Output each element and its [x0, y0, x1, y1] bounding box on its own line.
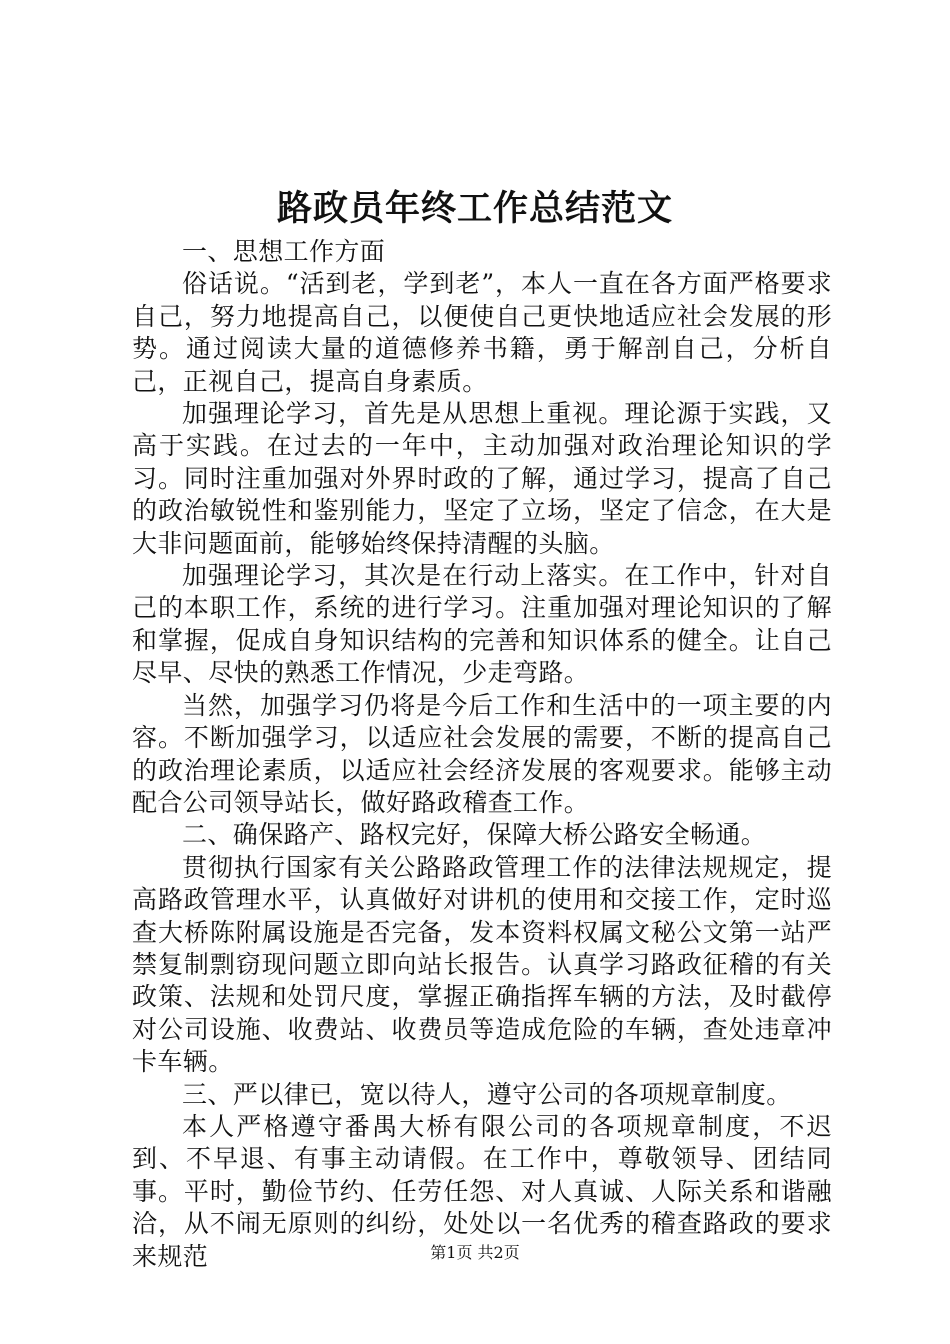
document-body — [132, 236, 832, 1273]
page-number-footer: 第1页 共2页 — [430, 1243, 520, 1262]
paragraph: 本人严格遵守番禺大桥有限公司的各项规章制度，不迟到、不早退、有事主动请假。在工作中，尊敬领导、团结同事。平时，勤俭节约、任劳任怨、对人真诚、人际关系和谐融洽，从不闹无原则的纠纷，处处以一名优秀的稽查路政的要求来规范 — [132, 1111, 832, 1271]
paragraph: 加强理论学习，首先是从思想上重视。理论源于实践，又高于实践。在过去的一年中，主动加强对政治理论知识的学习。同时注重加强对外界时政的了解，通过学习，提高了自己的政治敏锐性和鉴别能力，坚定了立场，坚定了信念，在大是大非问题面前，能够始终保持清醒的头脑。 — [132, 399, 832, 558]
section-heading-2: 二、确保路产、路权完好，保障大桥公路安全畅通。 — [182, 820, 767, 850]
document-title: 路政员年终工作总结范文 — [276, 188, 673, 229]
section-heading-3: 三、严以律已，宽以待人，遵守公司的各项规章制度。 — [182, 1079, 792, 1109]
paragraph: 加强理论学习，其次是在行动上落实。在工作中，针对自己的本职工作，系统的进行学习。注重加强对理论知识的了解和掌握，促成自身知识结构的完善和知识体系的健全。让自己尽早、尽快的熟悉工作情况，少走弯路。 — [132, 561, 832, 688]
section-heading-1: 一、思想工作方面 — [182, 237, 386, 266]
paragraph: 当然，加强学习仍将是今后工作和生活中的一项主要的内容。不断加强学习，以适应社会发展的需要，不断的提高自己的政治理论素质，以适应社会经济发展的客观要求。能够主动配合公司领导站长，做好路政稽查工作。 — [132, 690, 832, 817]
paragraph: 俗话说。“活到老，学到老”，本人一直在各方面严格要求自己，努力地提高自己，以便使自己更快地适应社会发展的形势。通过阅读大量的道德修养书籍，勇于解剖自己，分析自己，正视自己，提高自身素质。 — [132, 269, 832, 396]
paragraph: 贯彻执行国家有关公路路政管理工作的法律法规规定，提高路政管理水平，认真做好对讲机的使用和交接工作，定时巡查大桥陈附属设施是否完备，发本资料权属文秘公文第一站严禁复制剽窃现问题立即向站长报告。认真学习路政征稽的有关政策、法规和处罚尺度，掌握正确指挥车辆的方法，及时截停对公司设施、收费站、收费员等造成危险的车辆，查处违章冲卡车辆。 — [132, 852, 832, 1077]
